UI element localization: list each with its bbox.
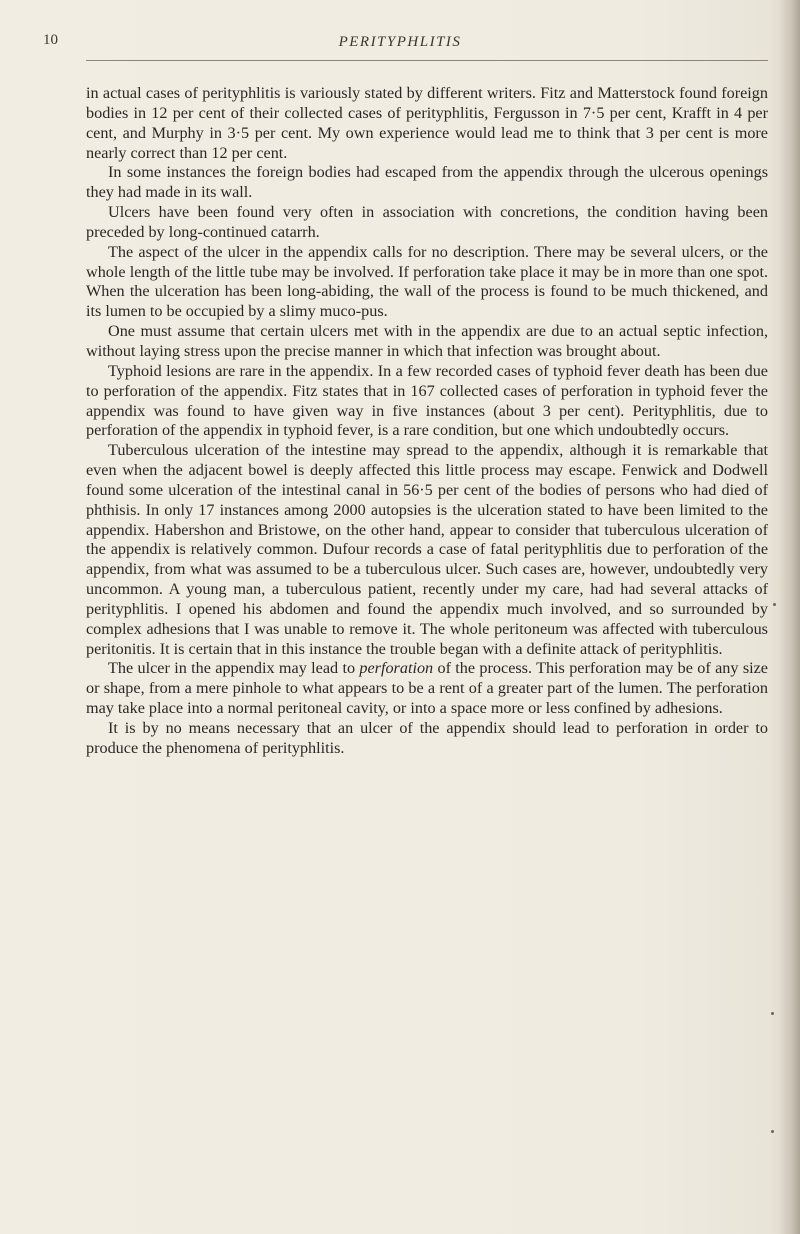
paragraph-foreign-bodies-escape: In some instances the foreign bodies had escaped from the appendix through the ulcerous openings they had made in its wall.: [86, 163, 768, 202]
paragraph-ulcer-aspect: The aspect of the ulcer in the appendix calls for no description. There may be several ulcers, or the whole length of the little tube may be involved. If perforation take place it may be in more than one spot. When the ulceration has been long-abiding, the wall of the process is found to be much thickened, and its lumen to be occupied by a slimy muco-pus.: [86, 242, 768, 321]
perforation-emphasis: perforation: [359, 659, 434, 678]
paragraph-tuberculous-ulceration: Tuberculous ulceration of the intestine may spread to the appendix, although it is remarkable that even when the adjacent bowel is deeply affected this little process may escape. Fenwick and Dodwell found some ulceration of the intestinal canal in 56·5 per cent of the bodies of persons who had died of phthisis. In only 17 instances among 2000 autopsies is the ulceration stated to have been limited to the appendix. Habershon and Bristowe, on the other hand, appear to consider that tuberculous ulceration of the appendix is relatively common. Dufour records a case of fatal perityphlitis due to perforation of the appendix, from what was assumed to be a tuberculous ulcer. Such cases are, however, undoubtedly very uncommon. A young man, a tuberculous patient, recently under my care, had had several attacks of perityphlitis. I opened his abdomen and found the appendix much involved, and so surrounded by complex adhesions that I was unable to remove it. The whole peritoneum was affected with tuberculous peritonitis. It is certain that in this instance the trouble began with a definite attack of perityphlitis.: [86, 441, 768, 658]
body-text: [86, 84, 768, 759]
paper-speck: [773, 603, 776, 606]
running-head: PERITYPHLITIS: [338, 34, 462, 50]
paragraph-foreign-bodies-stats: in actual cases of perityphlitis is variously stated by different writers. Fitz and Matterstock found foreign bodies in 12 per cent of their collected cases of perityphlitis, Fergusson in 7·5 per cent, Krafft in 4 per cent, and Murphy in 3·5 per cent. My own experience would lead me to think that 3 per cent is more nearly correct than 12 per cent.: [86, 84, 768, 162]
paragraph-septic-infection: One must assume that certain ulcers met with in the appendix are due to an actual septic infection, without laying stress upon the precise manner in which that infection was brought about.: [86, 322, 768, 360]
paragraph-closing: It is by no means necessary that an ulcer of the appendix should lead to perforation in order to produce the phenomena of perityphlitis.: [86, 719, 768, 757]
paragraph-perforation: [86, 659, 768, 719]
perforation-text-after: of the process. This perforation may be of any size or shape, from a mere pinhole to what appears to be a rent of a greater part of the lumen. The perforation may take place into a normal peritoneal cavity, or into a space more or less confined by adhesions.: [86, 659, 768, 718]
perforation-text-before: The ulcer in the appendix may lead to: [108, 659, 360, 678]
page-edge-shadow: [778, 0, 800, 1234]
paragraph-ulcers-concretions: Ulcers have been found very often in association with concretions, the condition having been preceded by long-continued catarrh.: [86, 203, 768, 241]
header-rule: [86, 60, 768, 61]
page-number: 10: [43, 32, 58, 48]
paper-speck: [771, 1012, 774, 1015]
paper-speck: [771, 1130, 774, 1133]
paragraph-typhoid-lesions: Typhoid lesions are rare in the appendix. In a few recorded cases of typhoid fever death has been due to perforation of the appendix. Fitz states that in 167 collected cases of perforation in typhoid fever the appendix was found to have given way in five instances (about 3 per cent). Perityphlitis, due to perforation of the appendix in typhoid fever, is a rare condition, but one which undoubtedly occurs.: [86, 361, 768, 440]
